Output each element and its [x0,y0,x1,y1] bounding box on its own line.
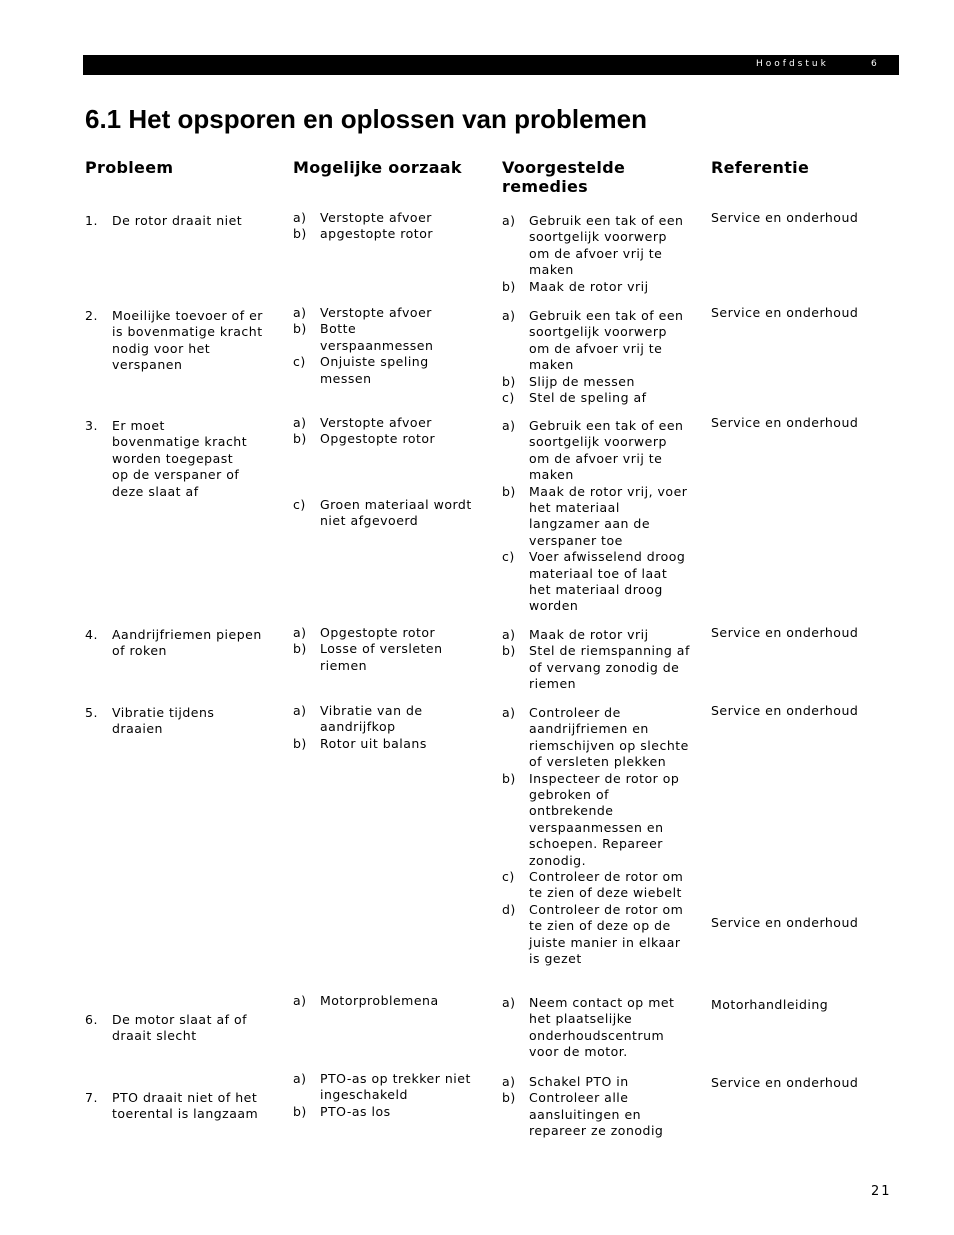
page-number: 21 [871,1184,892,1199]
cause-text: Motorproblemena [320,993,439,1008]
row-number: 2. [85,308,98,323]
problem-text: Vibratie tijdens draaien [112,705,215,737]
cause-text: Rotor uit balans [320,735,427,751]
item-label: b) [502,1090,516,1106]
cause-text: Botte verspaanmessen [320,321,434,353]
problem-text: De rotor draait niet [112,213,243,228]
item-label: b) [293,431,307,447]
item-label: d) [502,901,516,917]
remedy-cell [502,995,692,1061]
remedy-text: Controleer alle aansluitingen en repareer ze zonodig [529,1090,664,1139]
reference-cell: Service en onderhoud [711,415,859,430]
cause-text: PTO-as op trekker niet ingeschakeld [320,1071,471,1103]
item-label: b) [293,321,307,337]
reference-cell: Service en onderhoud [711,915,859,930]
reference-cell: Service en onderhoud [711,703,859,718]
item-label: b) [502,278,516,294]
item-label: a) [293,210,307,225]
remedy-text: Gebruik een tak of een soortgelijk voorwerp om de afvoer vrij te maken [529,213,684,278]
remedy-cell [502,627,692,693]
remedy-text: Voer afwisselend droog materiaal toe of laat het materiaal droog worden [529,549,686,614]
item-label: b) [293,641,307,657]
item-label: c) [293,496,306,512]
item-label: a) [293,993,307,1008]
problem-text: Aandrijfriemen piepen of roken [112,627,262,659]
cause-cell [293,305,478,387]
problem-cell [85,1090,270,1123]
chapter-header-bar [83,55,899,75]
item-label: b) [502,483,516,499]
cause-text: Verstopte afvoer [320,210,432,225]
reference-cell: Service en onderhoud [711,210,859,225]
item-label: a) [293,625,307,640]
problem-cell [85,213,270,229]
remedy-text: Inspecteer de rotor op gebroken of ontbrekende verspaanmessen en schoepen. Repareer zonodig. [529,770,680,868]
item-label: a) [293,305,307,320]
row-number: 3. [85,418,98,433]
remedy-text: Stel de speling af [529,390,647,406]
item-label: a) [502,418,516,433]
remedy-text: Controleer de rotor om te zien of deze op de juiste manier in elkaar is gezet [529,901,684,967]
cause-cell [293,625,478,674]
cause-text: Opgestopte rotor [320,625,436,640]
remedy-text: Maak de rotor vrij, voer het materiaal langzamer aan de verspaner toe [529,483,688,548]
item-label: b) [293,1103,307,1119]
problem-cell [85,705,270,738]
cause-cell [293,703,478,752]
page-title: 6.1 Het opsporen en oplossen van problemen [85,104,648,134]
problem-cell [85,627,270,660]
cause-cell [293,415,478,530]
item-label: b) [293,226,307,242]
cause-text: apgestopte rotor [320,226,433,242]
item-label: a) [502,1074,516,1089]
reference-cell: Service en onderhoud [711,305,859,320]
cause-text: Verstopte afvoer [320,305,432,320]
reference-cell: Service en onderhoud [711,625,859,640]
reference-cell: Service en onderhoud [711,1075,859,1090]
cause-text: Opgestopte rotor [320,431,436,447]
item-label: b) [502,643,516,659]
remedy-text: Slijp de messen [529,373,635,389]
column-header-problem: Probleem [85,158,174,177]
problem-cell [85,418,270,500]
problem-text: De motor slaat af of draait slecht [112,1012,248,1044]
remedy-text: Controleer de aandrijfriemen en riemschijven op slechte of versleten plekken [529,705,689,770]
item-label: a) [293,703,307,718]
item-label: c) [293,354,306,370]
remedy-text: Maak de rotor vrij [529,627,649,642]
cause-cell [293,1071,478,1120]
item-label: a) [293,1071,307,1086]
cause-text: Losse of versleten riemen [320,641,443,673]
column-header-reference: Referentie [711,158,810,177]
remedy-text: Gebruik een tak of een soortgelijk voorwerp om de afvoer vrij te maken [529,418,684,483]
cause-text: Groen materiaal wordt niet afgevoerd [320,496,472,529]
item-label: b) [293,735,307,751]
item-label: b) [502,770,516,786]
item-label: b) [502,373,516,389]
item-label: c) [502,869,515,885]
remedy-cell [502,1074,692,1140]
remedy-text: Gebruik een tak of een soortgelijk voorwerp om de afvoer vrij te maken [529,308,684,373]
remedy-cell [502,705,692,968]
item-label: c) [502,390,515,406]
problem-cell [85,308,270,374]
item-label: a) [502,308,516,323]
row-number: 6. [85,1012,98,1027]
row-number: 7. [85,1090,98,1105]
remedy-text: Maak de rotor vrij [529,278,649,294]
reference-cell: Motorhandleiding [711,997,829,1012]
row-number: 4. [85,627,98,642]
item-label: a) [502,627,516,642]
cause-text: Vibratie van de aandrijfkop [320,703,423,735]
cause-text: Onjuiste speling messen [320,354,429,386]
item-label: a) [502,705,516,720]
row-number: 1. [85,213,98,228]
problem-text: Moeilijke toevoer of er is bovenmatige kracht nodig voor het verspanen [112,308,263,373]
column-header-cause: Mogelijke oorzaak [293,158,462,177]
item-label: a) [502,213,516,228]
problem-text: Er moet bovenmatige kracht worden toegepast op de verspaner of deze slaat af [112,418,248,499]
item-label: c) [502,549,515,565]
item-label: a) [502,995,516,1010]
remedy-cell [502,418,692,615]
cause-text: PTO-as los [320,1103,391,1119]
chapter-label: Hoofdstuk [756,59,829,69]
remedy-cell [502,308,692,406]
cause-cell [293,993,478,1009]
remedy-text: Schakel PTO in [529,1074,629,1089]
item-label: a) [293,415,307,430]
problem-text: PTO draait niet of het toerental is langzaam [112,1090,259,1122]
chapter-number: 6 [871,59,877,69]
cause-cell [293,210,478,243]
remedy-text: Stel de riemspanning af of vervang zonodig de riemen [529,643,690,692]
column-header-remedies: Voorgestelde remedies [502,158,626,196]
cause-text: Verstopte afvoer [320,415,432,430]
problem-cell [85,1012,270,1045]
remedy-cell [502,213,692,295]
row-number: 5. [85,705,98,720]
remedy-text: Neem contact op met het plaatselijke onderhoudscentrum voor de motor. [529,995,675,1060]
remedy-text: Controleer de rotor om te zien of deze wiebelt [529,869,684,901]
